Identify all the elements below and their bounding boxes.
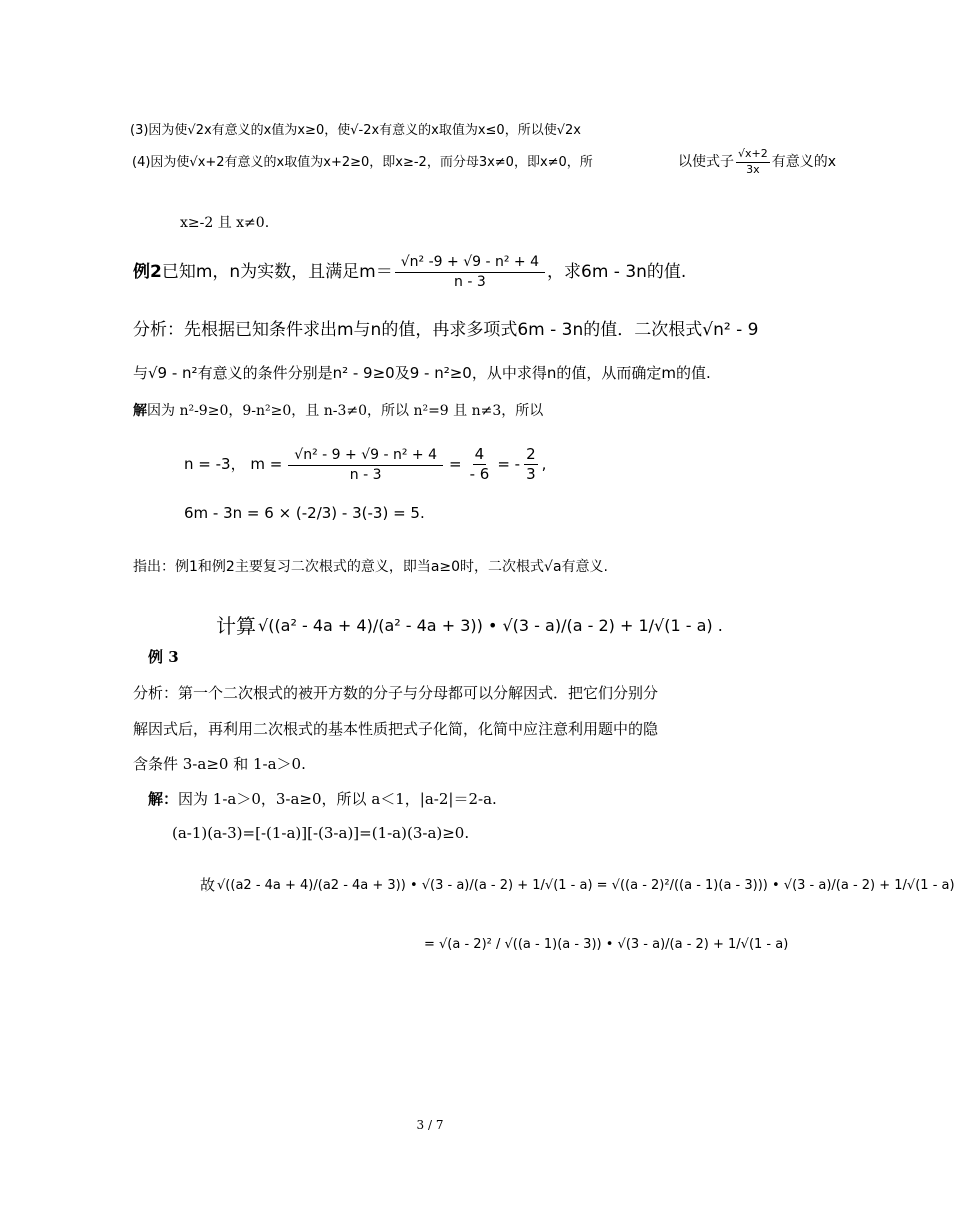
example-2-label: 例2: [133, 261, 162, 282]
final-expression-1: √((a2 - 4a + 4)/(a2 - 4a + 3)) • √(3 - a)/(a - 2) + 1/√(1 - a) = √((a - 2)²/((a - 1)(a - 3))) • √(3 - a)/(a - 2) + 1/√(1 - a): [217, 878, 955, 893]
line-item-4: [132, 156, 593, 169]
page-number: 3 / 7: [416, 1118, 444, 1132]
note-line: [133, 560, 608, 574]
line-condition: [180, 216, 269, 230]
equation-1-f2-num: 4: [473, 446, 487, 465]
equation-1: [184, 446, 546, 484]
equation-1-f3-num: 2: [524, 446, 538, 465]
solution-3-text-2: (a-1)(a-3)=[-(1-a)][-(3-a)]=(1-a)(3-a)≥0.: [172, 824, 470, 842]
analysis-3-line-2: [133, 722, 658, 737]
equation-1-equals: =: [449, 455, 462, 474]
item-4-suffix: 有意义的x: [771, 154, 837, 171]
equation-1-f3-den: 3: [526, 465, 536, 484]
equation-1-equals-2: = -: [497, 455, 521, 474]
condition-text: x≥-2 且 x≠0.: [180, 215, 270, 231]
analysis-2-line-1: [133, 322, 758, 339]
calc-label: 计算: [216, 614, 256, 638]
final-equation-2: [424, 938, 788, 951]
equation-1-frac-den: n - 3: [349, 466, 382, 483]
equation-2: [184, 506, 425, 521]
analysis-3-line-1: [133, 686, 658, 701]
example-3-label: 例 3: [148, 648, 179, 666]
equation-1-lhs: n = -3， m =: [184, 455, 283, 474]
solution-3-line-2: [172, 826, 469, 841]
calc-line: [216, 616, 723, 636]
solution-2-label: 解: [133, 403, 147, 419]
final-equation-1: [200, 878, 955, 893]
equation-2-text: 6m - 3n = 6 × (-2/3) - 3(-3) = 5.: [184, 504, 425, 522]
final-gu: 故: [200, 876, 216, 894]
solution-2-text: 因为 n²-9≥0，9-n²≥0，且 n-3≠0，所以 n²=9 且 n≠3，所以: [147, 403, 544, 419]
example-2-frac-num: √n² -9 + √9 - n² + 4: [395, 254, 545, 273]
item-4-fraction: [736, 148, 770, 176]
solution-3-line-1: [148, 792, 497, 807]
analysis-2-text-2: 与√9 - n²有意义的条件分别是n² - 9≥0及9 - n²≥0，从中求得n的值，从而确定m的值.: [133, 364, 711, 382]
calc-expression: √((a² - 4a + 4)/(a² - 4a + 3)) • √(3 - a)/(a - 2) + 1/√(1 - a) .: [258, 616, 723, 635]
item-4-text: (4)因为使√x+2有意义的x取值为x+2≥0，即x≥-2，而分母3x≠0，即x≠0，所: [132, 155, 593, 170]
equation-1-fraction-2: [468, 446, 492, 484]
example-2-text: 已知m，n为实数，且满足m＝: [161, 261, 393, 282]
solution-3-label: 解：: [148, 790, 179, 808]
analysis-2-text-1: 分析：先根据已知条件求出m与n的值，冉求多项式6m - 3n的值．二次根式√n² - 9: [133, 320, 759, 340]
example-2: [133, 254, 686, 290]
example-2-tail: ，求6m - 3n的值.: [547, 261, 687, 282]
line-item-3: [130, 124, 581, 137]
example-3-line: [148, 650, 179, 665]
solution-3-text: 因为 1-a＞0，3-a≥0，所以 a＜1，|a-2|＝2-a.: [178, 790, 497, 808]
item-4-frac-den: 3x: [746, 162, 760, 176]
note-text: 指出：例1和例2主要复习二次根式的意义，即当a≥0时，二次根式√a有意义.: [133, 559, 608, 575]
analysis-3-text-2: 解因式后，再利用二次根式的基本性质把式子化简，化简中应注意利用题中的隐: [133, 720, 659, 738]
example-2-frac-den: n - 3: [454, 274, 486, 291]
analysis-3-line-3: [133, 757, 306, 772]
equation-1-frac-num: √n² - 9 + √9 - n² + 4: [288, 447, 443, 466]
equation-1-fraction-3: [524, 446, 538, 484]
analysis-2-line-2: [133, 366, 711, 381]
final-expression-2: = √(a - 2)² / √((a - 1)(a - 3)) • √(3 - a)/(a - 2) + 1/√(1 - a): [424, 937, 789, 952]
item-3-text: (3)因为使√2x有意义的x值为x≥0，使√-2x有意义的x取值为x≤0，所以使√2x: [130, 123, 581, 138]
equation-1-end: ,: [541, 455, 547, 474]
equation-1-f2-den: - 6: [469, 465, 490, 484]
equation-1-fraction: [288, 447, 443, 483]
analysis-3-text-1: 分析：第一个二次根式的被开方数的分子与分母都可以分解因式．把它们分别分: [133, 684, 659, 702]
line-item-4-cont: [678, 148, 836, 176]
solution-2-line: [133, 404, 543, 418]
item-4-frac-num: √x+2: [736, 148, 770, 163]
example-2-fraction: [395, 254, 545, 290]
item-4-prefix: 以使式子: [678, 154, 734, 171]
analysis-3-text-3: 含条件 3-a≥0 和 1-a＞0.: [133, 755, 306, 773]
